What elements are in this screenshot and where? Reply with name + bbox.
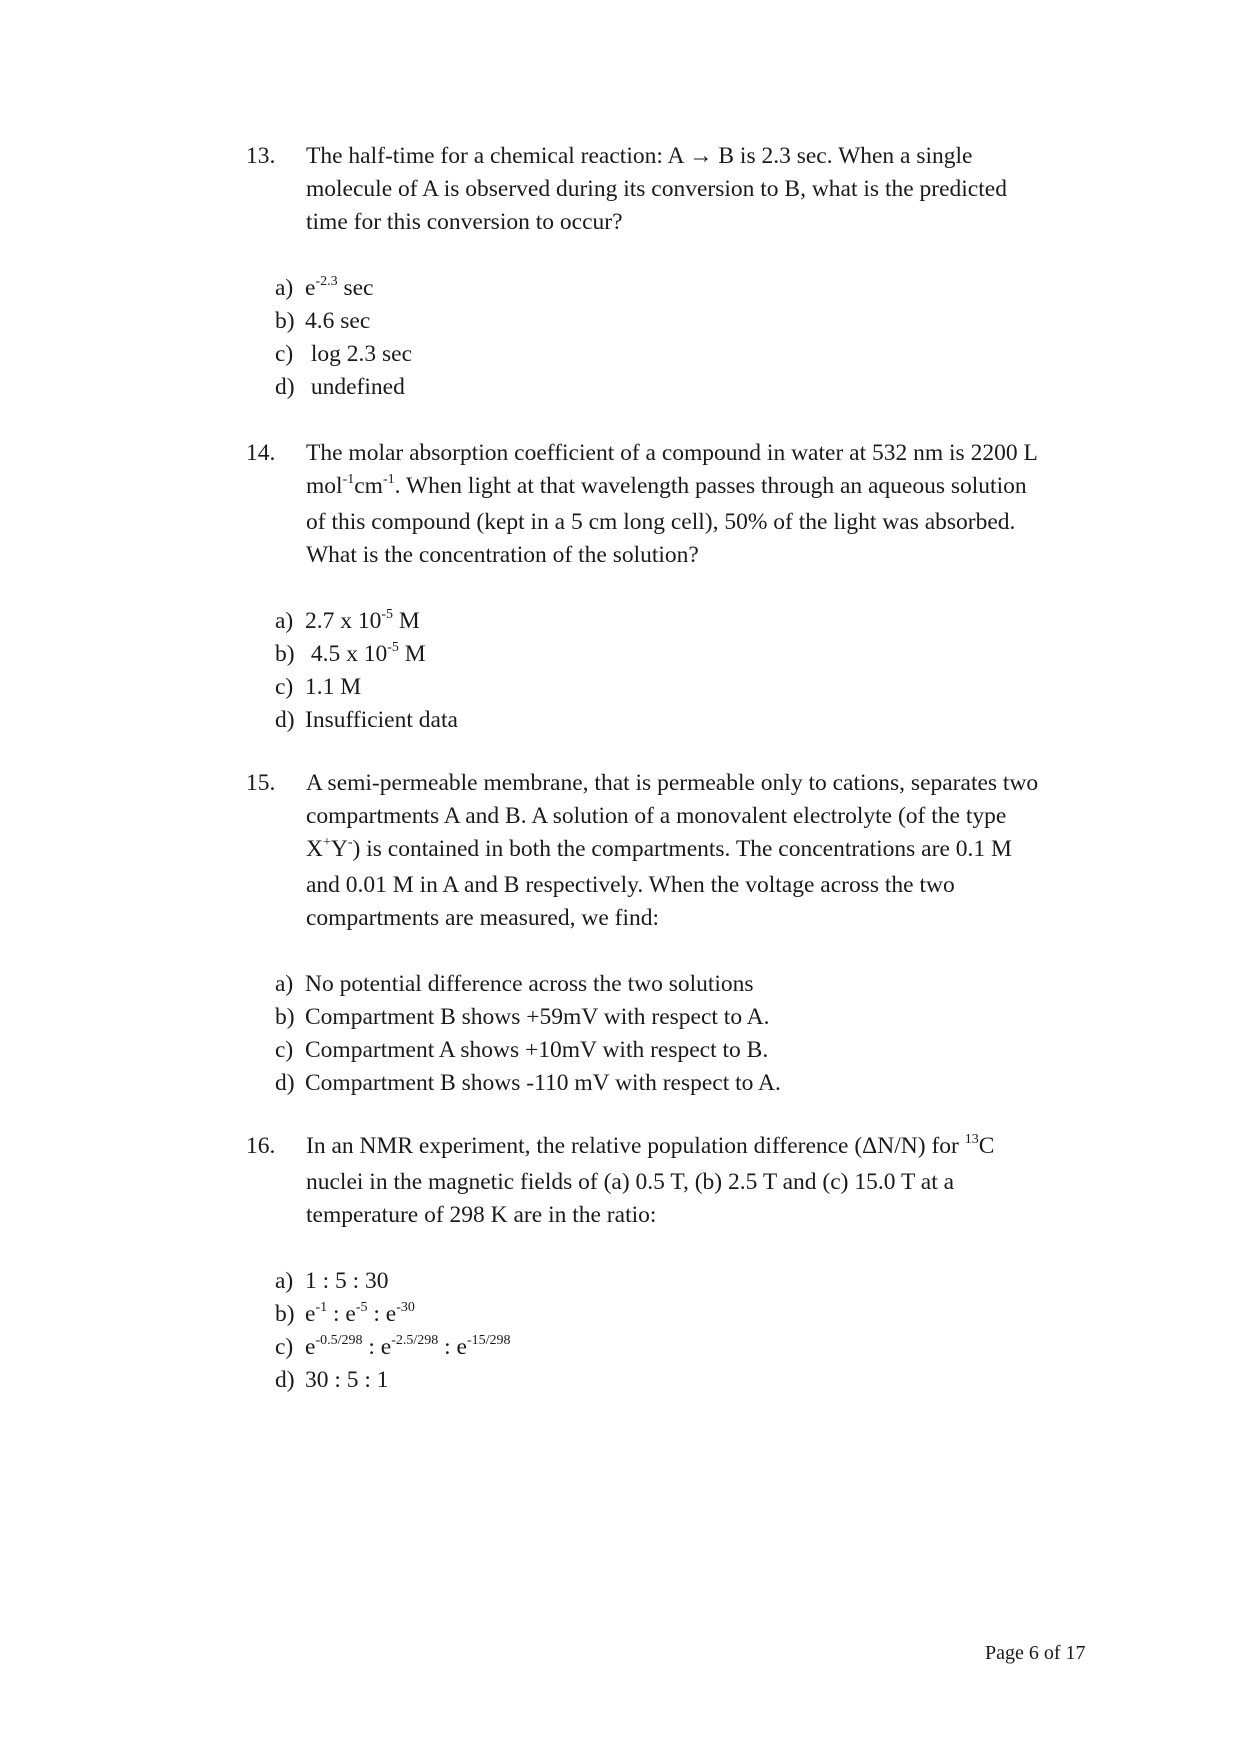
option-text: No potential difference across the two solutions: [305, 971, 754, 997]
option-text: 4.6 sec: [305, 308, 371, 334]
answer-options: [275, 1265, 1096, 1397]
superscript: -1: [315, 1300, 328, 1315]
option-letter: c): [275, 1334, 294, 1360]
question-stem: [246, 140, 1096, 239]
answer-options: [275, 968, 1096, 1100]
option-text-part: : e: [362, 1334, 392, 1360]
question-line: The molar absorption coefficient of a compound in water at 532 nm is 2200 L: [306, 440, 1038, 466]
superscript: -1: [342, 472, 355, 487]
option-letter: c): [275, 1037, 294, 1063]
option-letter: a): [275, 608, 294, 634]
question-stem: [246, 767, 1096, 935]
text-part: In an NMR experiment, the relative population difference (ΔN/N) for: [306, 1133, 965, 1159]
option-text: 30 : 5 : 1: [305, 1367, 389, 1393]
option-d: [275, 1067, 1096, 1100]
option-text: 1 : 5 : 30: [305, 1268, 389, 1294]
superscript: -5: [381, 607, 394, 622]
question-line: [306, 833, 1096, 869]
question-number: 15.: [246, 770, 276, 796]
option-text-part: e: [305, 1301, 316, 1327]
option-c: [275, 1331, 1096, 1364]
option-text: [305, 1301, 415, 1327]
superscript: -15/298: [467, 1333, 511, 1348]
question-line: time for this conversion to occur?: [306, 209, 623, 235]
question-line: compartments are measured, we find:: [306, 905, 660, 931]
question-line: The half-time for a chemical reaction: A → B is 2.3 sec. When a single: [306, 143, 973, 169]
superscript: -: [347, 835, 353, 850]
option-d: [275, 371, 1096, 404]
question-13: [246, 140, 1096, 404]
question-text: [306, 767, 1096, 935]
option-text-part: M: [393, 608, 420, 634]
option-text-part: 4.5 x 10: [305, 641, 388, 667]
question-stem: [246, 1130, 1096, 1232]
question-line: [306, 1130, 1096, 1166]
question-line: of this compound (kept in a 5 cm long cell), 50% of the light was absorbed.: [306, 509, 1016, 535]
text-part: X: [306, 836, 323, 862]
option-letter: c): [275, 674, 294, 700]
text-part: cm: [354, 473, 383, 499]
option-c: [275, 671, 1096, 704]
option-text-part: : e: [367, 1301, 397, 1327]
option-d: [275, 1364, 1096, 1397]
option-letter: c): [275, 341, 294, 367]
superscript: -0.5/298: [315, 1333, 363, 1348]
option-b: [275, 1298, 1096, 1331]
option-letter: b): [275, 641, 295, 667]
answer-options: [275, 272, 1096, 404]
question-stem: [246, 437, 1096, 572]
option-letter: b): [275, 1004, 295, 1030]
page-number: Page 6 of 17: [985, 1642, 1086, 1664]
question-text: [306, 1130, 1096, 1232]
option-text-part: 2.7 x 10: [305, 608, 382, 634]
option-text: [305, 275, 374, 301]
question-number: 16.: [246, 1133, 276, 1159]
option-a: [275, 605, 1096, 638]
option-a: [275, 968, 1096, 1001]
option-letter: d): [275, 1070, 295, 1096]
superscript: -30: [396, 1300, 415, 1315]
question-line: and 0.01 M in A and B respectively. When the voltage across the two: [306, 872, 955, 898]
option-letter: b): [275, 1301, 295, 1327]
superscript: -2.5/298: [391, 1333, 439, 1348]
option-text: 1.1 M: [305, 674, 362, 700]
question-line: compartments A and B. A solution of a monovalent electrolyte (of the type: [306, 803, 1007, 829]
option-text: Compartment B shows -110 mV with respect to A.: [305, 1070, 781, 1096]
option-letter: a): [275, 971, 294, 997]
option-letter: b): [275, 308, 295, 334]
option-text: Compartment A shows +10mV with respect to B.: [305, 1037, 769, 1063]
question-text: [306, 140, 1096, 239]
text-part: Y: [330, 836, 348, 862]
text-part: C: [978, 1133, 995, 1159]
question-number: 13.: [246, 143, 276, 169]
option-a: [275, 272, 1096, 305]
option-text: Insufficient data: [305, 707, 458, 733]
question-line: molecule of A is observed during its conversion to B, what is the predicted: [306, 176, 1007, 202]
question-15: [246, 767, 1096, 1100]
superscript: -5: [355, 1300, 368, 1315]
option-text: [305, 608, 420, 634]
option-text-part: sec: [337, 275, 374, 301]
text-part: mol: [306, 473, 343, 499]
option-text: log 2.3 sec: [305, 341, 413, 367]
question-line: A semi-permeable membrane, that is permeable only to cations, separates two: [306, 770, 1039, 796]
option-text: undefined: [305, 374, 405, 400]
option-text: [305, 641, 426, 667]
option-text: Compartment B shows +59mV with respect to A.: [305, 1004, 770, 1030]
option-text-part: e: [305, 1334, 316, 1360]
option-letter: d): [275, 1367, 295, 1393]
text-part: . When light at that wavelength passes through an aqueous solution: [394, 473, 1027, 499]
option-text-part: : e: [327, 1301, 356, 1327]
text-part: ) is contained in both the compartments. The concentrations are 0.1 M: [352, 836, 1012, 862]
option-letter: a): [275, 1268, 294, 1294]
option-text-part: M: [398, 641, 426, 667]
option-text-part: e: [305, 275, 316, 301]
option-c: [275, 1034, 1096, 1067]
superscript: +: [322, 835, 331, 850]
superscript: -5: [387, 640, 399, 655]
option-text: [305, 1334, 511, 1360]
option-a: [275, 1265, 1096, 1298]
option-b: [275, 1001, 1096, 1034]
option-letter: a): [275, 275, 294, 301]
question-number: 14.: [246, 440, 276, 466]
question-14: [246, 437, 1096, 737]
option-text-part: : e: [438, 1334, 467, 1360]
question-line: temperature of 298 K are in the ratio:: [306, 1202, 657, 1228]
question-16: [246, 1130, 1096, 1397]
option-b: [275, 305, 1096, 338]
superscript: -1: [382, 472, 395, 487]
option-b: [275, 638, 1096, 671]
superscript: 13: [964, 1132, 979, 1147]
option-letter: d): [275, 707, 295, 733]
option-letter: d): [275, 374, 295, 400]
answer-options: [275, 605, 1096, 737]
option-c: [275, 338, 1096, 371]
superscript: -2.3: [315, 274, 338, 289]
question-line: nuclei in the magnetic fields of (a) 0.5 T, (b) 2.5 T and (c) 15.0 T at a: [306, 1169, 955, 1195]
question-line: What is the concentration of the solution?: [306, 542, 699, 568]
option-d: [275, 704, 1096, 737]
question-line: [306, 470, 1096, 506]
question-text: [306, 437, 1096, 572]
